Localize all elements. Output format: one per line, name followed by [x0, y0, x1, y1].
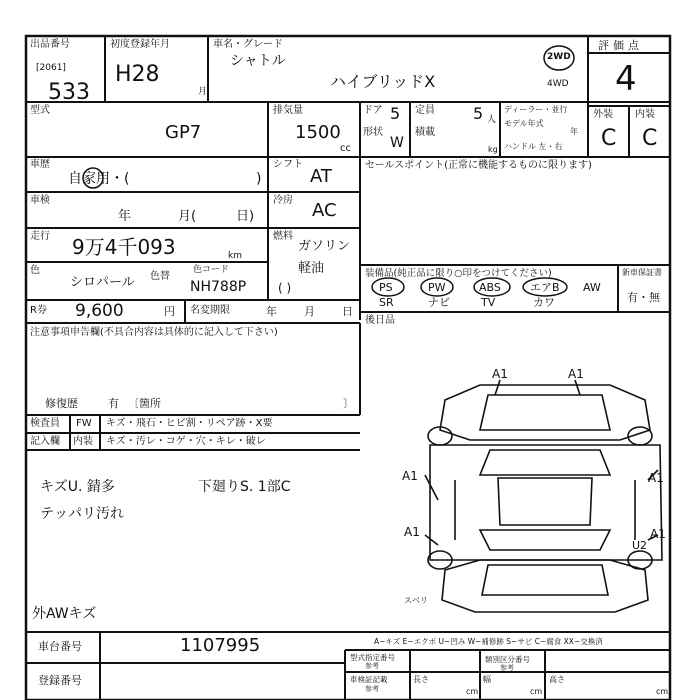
inspector-label2: 記入欄	[30, 436, 60, 447]
rear-seat-label: 後日品	[365, 315, 395, 326]
equip-sr: SR	[379, 296, 394, 309]
color-change: 色替	[150, 271, 170, 282]
recycle-unit: 円	[164, 305, 175, 318]
inspection-day: 日)	[236, 209, 255, 224]
handwritten-bottom: 外AWキズ	[32, 606, 97, 622]
repair-close: 〕	[343, 397, 354, 410]
inspector-fw: FW	[76, 418, 92, 429]
body-value: W	[390, 135, 404, 151]
rating-ext-label: 外装	[593, 109, 613, 120]
fuel-alt: 軽油	[298, 261, 325, 276]
dims-label: 車検証記載	[350, 675, 388, 684]
diagram-mark: スベリ	[404, 596, 428, 605]
dealer-model-year: モデル年式	[504, 119, 544, 128]
dealer-handle: ハンドル 左・右	[504, 142, 563, 151]
shift-label: シフト	[273, 159, 303, 170]
car-grade: ハイブリッドX	[330, 72, 436, 91]
name-change-label: 名変期限	[190, 305, 230, 316]
lot-label: 出品番号	[30, 39, 70, 50]
dealer-label: ディーラー・並行	[504, 105, 568, 114]
class-ref: 参考	[500, 664, 514, 672]
length-label: 長さ	[413, 675, 429, 684]
name-change-month: 月	[304, 305, 315, 318]
diagram-mark: U2	[632, 539, 648, 552]
legend: A−キズ E−エクボ U−凹み W−補修跡 S−サビ C−腐食 XX−交換済	[374, 637, 603, 646]
rating-int: C	[642, 126, 658, 151]
repair-value: 有	[108, 397, 119, 410]
repair-place: 〔箇所	[128, 397, 161, 410]
color-code: NH788P	[190, 279, 247, 295]
register-label: 登録番号	[38, 674, 82, 687]
warranty-label: 新車保証書	[622, 268, 662, 277]
equip-navi: ナビ	[428, 296, 450, 309]
ac-value: AC	[312, 200, 337, 221]
inspection-year: 年	[118, 209, 132, 224]
equip-aw: AW	[583, 281, 601, 294]
mileage-label: 走行	[30, 231, 50, 242]
mileage-unit: km	[228, 251, 242, 261]
width-unit: cm	[530, 687, 543, 696]
name-change-day: 日	[342, 305, 353, 318]
recycle-value: 9,600	[75, 301, 124, 321]
inspector-interior: 内装	[73, 436, 93, 447]
handwritten-line1b: 下廻りS. 1部C	[198, 479, 291, 495]
rating-ext: C	[601, 126, 617, 151]
capacity-unit: 人	[487, 115, 497, 125]
color-value: シロパール	[70, 275, 135, 290]
dealer-year-unit: 年	[570, 127, 578, 136]
diagram-mark: A1	[568, 367, 584, 381]
type-label: 型式指定番号	[350, 653, 395, 662]
capacity-value: 5	[473, 104, 484, 123]
doors-label: ドア	[363, 105, 383, 116]
inspector-row1: キズ・飛石・ヒビ割・リペア跡・X要	[106, 418, 273, 429]
inspector-row2: キズ・汚レ・コゲ・穴・キレ・破レ	[106, 436, 266, 447]
car-name: シャトル	[230, 53, 286, 69]
warranty-value: 有・無	[627, 291, 660, 304]
load-label: 積載	[415, 127, 435, 138]
usage-close: )	[256, 171, 262, 187]
diagram-mark: A1	[404, 525, 420, 539]
equipment-label: 装備品(純正品に限り○印をつけてください)	[365, 268, 552, 279]
inspector-label1: 検査員	[30, 418, 60, 429]
drive-4wd: 4WD	[547, 79, 569, 89]
height-unit: cm	[656, 687, 669, 696]
inspection-month: 月(	[178, 209, 197, 224]
shift-value: AT	[310, 166, 332, 187]
load-unit: kg	[488, 145, 498, 154]
fuel-value: ガソリン	[298, 239, 351, 254]
name-change-year: 年	[266, 305, 277, 318]
equip-airbag: エアB	[530, 281, 560, 294]
chassis-label: 車台番号	[38, 640, 82, 653]
sales-point-label: セールスポイント(正常に機能するものに限ります)	[365, 160, 592, 171]
inspection-label: 車検	[30, 195, 50, 206]
equip-pw: PW	[428, 281, 446, 294]
displacement-label: 排気量	[273, 105, 303, 116]
notes-label: 注意事項申告欄(不具合内容は具体的に記入して下さい)	[30, 327, 278, 338]
diagram-mark: A1	[402, 469, 418, 483]
drive-2wd: 2WD	[547, 52, 571, 62]
height-label: 高さ	[549, 675, 565, 684]
handwritten-line1: キズU. 錆多	[40, 479, 115, 495]
equip-tv: TV	[481, 296, 496, 309]
recycle-label: R券	[30, 305, 47, 316]
width-label: 幅	[483, 675, 491, 684]
fuel-paren: ( )	[278, 281, 292, 295]
doors-value: 5	[390, 104, 401, 123]
reg-label: 初度登録年月	[110, 39, 170, 50]
reg-month-unit: 月	[198, 87, 208, 97]
lot-number: 533	[48, 80, 90, 105]
rating-int-label: 内装	[635, 109, 655, 120]
body-label: 形状	[363, 127, 383, 138]
equip-ps: PS	[379, 281, 393, 294]
rating-score: 4	[615, 59, 637, 99]
equip-leather: カワ	[533, 296, 555, 309]
model-value: GP7	[165, 122, 202, 143]
diagram-mark: A1	[492, 367, 508, 381]
repair-label: 修復歴	[45, 397, 78, 410]
displacement-unit: cc	[340, 143, 351, 154]
mileage-value: 9万4千093	[72, 235, 176, 259]
reg-year: H28	[115, 62, 160, 87]
fuel-label: 燃料	[273, 231, 293, 242]
diagram-mark: A1	[648, 471, 664, 485]
equip-abs: ABS	[479, 281, 501, 294]
displacement-value: 1500	[295, 122, 341, 143]
class-label: 類別区分番号	[485, 655, 530, 664]
ac-label: 冷房	[273, 195, 293, 206]
diagram-mark: A1	[650, 527, 666, 541]
model-label: 型式	[30, 105, 50, 116]
capacity-label: 定員	[415, 105, 435, 116]
handwritten-line2: テッパリ汚れ	[40, 506, 124, 522]
color-label: 色	[30, 265, 40, 276]
chassis-value: 1107995	[180, 635, 261, 656]
usage-value: 自家用・(	[68, 171, 130, 187]
car-label: 車名・グレード	[213, 39, 283, 50]
type-ref: 参考	[365, 662, 379, 670]
color-code-label: 色コード	[193, 265, 230, 275]
length-unit: cm	[466, 687, 479, 696]
rating-label: 評価点	[598, 39, 643, 52]
dims-ref: 参考	[365, 685, 379, 693]
lot-sub: [2061]	[36, 63, 66, 73]
usage-label: 車歴	[30, 159, 50, 170]
